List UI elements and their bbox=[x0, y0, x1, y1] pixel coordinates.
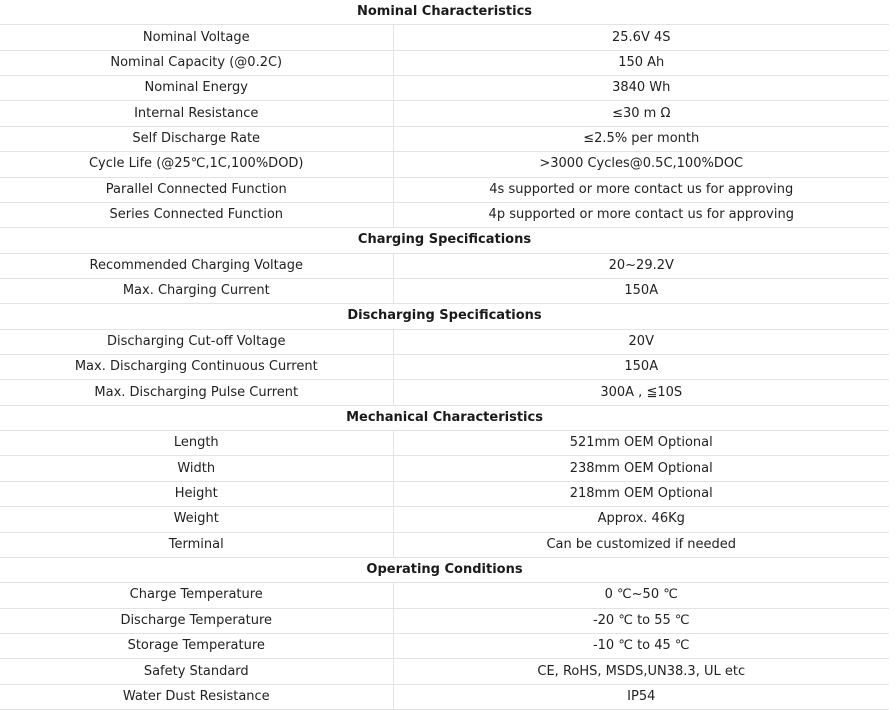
spec-value: 150 Ah bbox=[393, 50, 889, 75]
spec-label: Height bbox=[0, 481, 393, 506]
section-title: Charging Specifications bbox=[0, 228, 889, 253]
table-row bbox=[0, 380, 889, 405]
spec-label: Self Discharge Rate bbox=[0, 126, 393, 151]
spec-label: Water Dust Resistance bbox=[0, 684, 393, 709]
section-title: Operating Conditions bbox=[0, 557, 889, 582]
table-row bbox=[0, 684, 889, 709]
spec-label: Storage Temperature bbox=[0, 633, 393, 658]
spec-label: Safety Standard bbox=[0, 659, 393, 684]
spec-label: Discharge Temperature bbox=[0, 608, 393, 633]
spec-value: 4s supported or more contact us for approving bbox=[393, 177, 889, 202]
spec-value: Approx. 46Kg bbox=[393, 507, 889, 532]
spec-value: ≤30 m Ω bbox=[393, 101, 889, 126]
section-header-row bbox=[0, 557, 889, 582]
table-row bbox=[0, 25, 889, 50]
table-row bbox=[0, 101, 889, 126]
table-row bbox=[0, 608, 889, 633]
spec-value: 20~29.2V bbox=[393, 253, 889, 278]
spec-value: 150A bbox=[393, 278, 889, 303]
spec-label: Discharging Cut-off Voltage bbox=[0, 329, 393, 354]
table-row bbox=[0, 355, 889, 380]
table-row bbox=[0, 278, 889, 303]
table-row bbox=[0, 532, 889, 557]
spec-label: Length bbox=[0, 431, 393, 456]
spec-value: 20V bbox=[393, 329, 889, 354]
spec-value: 300A , ≦10S bbox=[393, 380, 889, 405]
spec-label: Internal Resistance bbox=[0, 101, 393, 126]
spec-label: Series Connected Function bbox=[0, 202, 393, 227]
spec-value: 3840 Wh bbox=[393, 76, 889, 101]
table-row bbox=[0, 76, 889, 101]
spec-label: Max. Discharging Pulse Current bbox=[0, 380, 393, 405]
table-row bbox=[0, 329, 889, 354]
table-row bbox=[0, 481, 889, 506]
section-title: Mechanical Characteristics bbox=[0, 405, 889, 430]
spec-label: Nominal Energy bbox=[0, 76, 393, 101]
table-row bbox=[0, 659, 889, 684]
spec-value: ≤2.5% per month bbox=[393, 126, 889, 151]
section-header-row bbox=[0, 304, 889, 329]
section-title: Nominal Characteristics bbox=[0, 0, 889, 25]
spec-label: Weight bbox=[0, 507, 393, 532]
spec-label: Recommended Charging Voltage bbox=[0, 253, 393, 278]
spec-value: Can be customized if needed bbox=[393, 532, 889, 557]
table-row bbox=[0, 507, 889, 532]
spec-label: Max. Charging Current bbox=[0, 278, 393, 303]
table-row bbox=[0, 50, 889, 75]
section-header-row bbox=[0, 0, 889, 25]
section-header-row bbox=[0, 405, 889, 430]
spec-value: 0 ℃~50 ℃ bbox=[393, 583, 889, 608]
spec-value: -10 ℃ to 45 ℃ bbox=[393, 633, 889, 658]
table-row bbox=[0, 456, 889, 481]
spec-value: >3000 Cycles@0.5C,100%DOC bbox=[393, 152, 889, 177]
section-header-row bbox=[0, 228, 889, 253]
spec-label: Width bbox=[0, 456, 393, 481]
table-row bbox=[0, 177, 889, 202]
table-row bbox=[0, 202, 889, 227]
spec-label: Cycle Life (@25℃,1C,100%DOD) bbox=[0, 152, 393, 177]
spec-label: Nominal Capacity (@0.2C) bbox=[0, 50, 393, 75]
spec-label: Terminal bbox=[0, 532, 393, 557]
spec-value: IP54 bbox=[393, 684, 889, 709]
spec-value: 218mm OEM Optional bbox=[393, 481, 889, 506]
table-row bbox=[0, 431, 889, 456]
spec-label: Parallel Connected Function bbox=[0, 177, 393, 202]
spec-value: 150A bbox=[393, 355, 889, 380]
table-row bbox=[0, 152, 889, 177]
spec-value: 521mm OEM Optional bbox=[393, 431, 889, 456]
spec-label: Max. Discharging Continuous Current bbox=[0, 355, 393, 380]
spec-value: 25.6V 4S bbox=[393, 25, 889, 50]
spec-value: -20 ℃ to 55 ℃ bbox=[393, 608, 889, 633]
table-row bbox=[0, 253, 889, 278]
section-title: Discharging Specifications bbox=[0, 304, 889, 329]
table-row bbox=[0, 633, 889, 658]
spec-value: 4p supported or more contact us for approving bbox=[393, 202, 889, 227]
spec-value: CE, RoHS, MSDS,UN38.3, UL etc bbox=[393, 659, 889, 684]
spec-label: Nominal Voltage bbox=[0, 25, 393, 50]
spec-value: 238mm OEM Optional bbox=[393, 456, 889, 481]
table-row bbox=[0, 583, 889, 608]
spec-label: Charge Temperature bbox=[0, 583, 393, 608]
table-row bbox=[0, 126, 889, 151]
